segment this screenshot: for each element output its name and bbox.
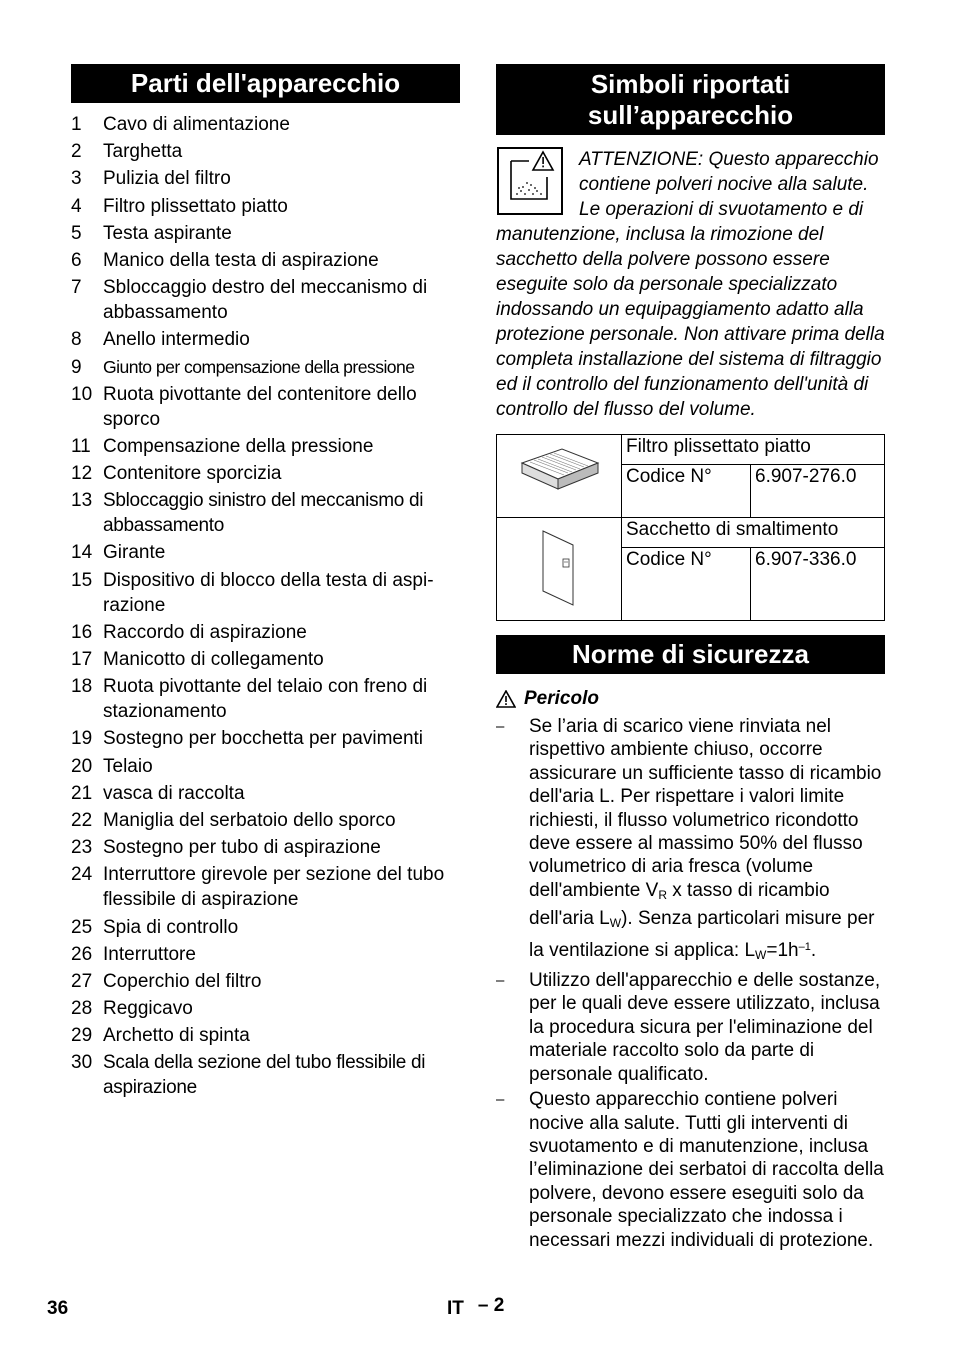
list-item xyxy=(71,568,460,618)
item-number: 9 xyxy=(71,356,82,378)
flat-pleated-filter-icon xyxy=(514,443,604,503)
item-number: 4 xyxy=(71,195,82,217)
list-item xyxy=(71,248,460,273)
table-row xyxy=(497,518,885,548)
item-number: 24 xyxy=(71,864,93,886)
rule-text-2: Utilizzo dell'apparecchio e delle sostanze, per le quali deve essere utilizzato, inclusa la procedura sicura per l'eliminazione del materiale raccolto solo da parte di personale qualificato. xyxy=(529,970,881,1085)
bag-code: 6.907-336.0 xyxy=(751,548,885,621)
list-item xyxy=(71,112,460,137)
list-item xyxy=(71,781,460,806)
item-number: 1 xyxy=(71,114,82,135)
list-item xyxy=(71,382,460,432)
item-text: Sbloccaggio sinistro del meccanismo di abbassamento xyxy=(103,490,424,537)
item-number: 23 xyxy=(71,837,93,859)
item-number: 14 xyxy=(71,542,93,564)
list-dash: – xyxy=(496,718,505,735)
item-number: 19 xyxy=(71,728,93,750)
list-item xyxy=(71,996,460,1021)
language-code: IT xyxy=(447,1298,464,1319)
section-number: – 2 xyxy=(477,1295,505,1316)
disposal-bag-image xyxy=(497,518,622,621)
list-item xyxy=(71,434,460,459)
hazardous-dust-warning-icon xyxy=(497,147,563,215)
footer-section xyxy=(447,1295,505,1320)
item-text: Scala della sezione del tubo flessibile di aspirazione xyxy=(103,1052,426,1099)
page-number: 36 xyxy=(47,1298,69,1319)
attention-text: ATTENZIONE: Questo apparecchio contiene polveri nocive alla salute. Le operazioni di svuotamento e di manutenzione, inclusa la rimozione del sacchetto della polvere possono essere eseguite solo da personale specializzato indossando un equipaggiamento adatto alla protezione personale. Non attivare prima della completa installazione del sistema di filtraggio ed il controllo del funzionamento dell'unità di controllo del flusso del volume. xyxy=(496,149,885,420)
item-number: 21 xyxy=(71,782,93,804)
list-item xyxy=(71,969,460,994)
symbols-heading-line1: Simboli riportati xyxy=(590,68,791,99)
item-text: Reggicavo xyxy=(103,998,193,1020)
section-heading-safety: Norme di sicurezza xyxy=(496,635,885,674)
list-dash: – xyxy=(496,972,505,990)
danger-label-row xyxy=(496,686,885,711)
parts-list xyxy=(71,112,460,1100)
item-number: 30 xyxy=(71,1052,93,1074)
item-text: Ruota pivottante del telaio con freno di stazionamento xyxy=(103,676,428,723)
item-number: 2 xyxy=(71,141,82,163)
item-number: 27 xyxy=(71,970,93,992)
item-text: Archetto di spinta xyxy=(103,1025,250,1047)
danger-label: Pericolo xyxy=(524,688,599,709)
section-heading-parts: Parti dell'apparecchio xyxy=(71,64,460,103)
right-column xyxy=(496,64,885,1254)
rule-text-3: Questo apparecchio contiene polveri nocive alla salute. Tutti gli interventi di svuotamento e di manutenzione, inclusa l’eliminazione dei serbatoi di raccolta della polvere, devono essere eseguiti solo da personale specializzato che indossa i necessari mezzi individuali di protezione. xyxy=(529,1089,884,1251)
list-item xyxy=(71,488,460,538)
item-text: Cavo di alimentazione xyxy=(103,114,290,135)
list-item xyxy=(71,674,460,724)
list-dash: – xyxy=(496,1091,505,1109)
item-text: Girante xyxy=(103,542,166,564)
list-item xyxy=(71,221,460,246)
list-item xyxy=(496,1088,885,1252)
list-item xyxy=(71,166,460,191)
item-text: Maniglia del serbatoio dello sporco xyxy=(103,809,396,831)
table-row xyxy=(497,435,885,465)
list-item xyxy=(71,275,460,325)
item-text: Contenitore sporcizia xyxy=(103,463,282,485)
item-number: 12 xyxy=(71,463,93,485)
safety-rules-list xyxy=(496,715,885,1252)
item-text: Telaio xyxy=(103,755,153,777)
item-number: 28 xyxy=(71,998,93,1020)
left-column xyxy=(71,64,460,1103)
list-item xyxy=(71,355,460,380)
item-number: 20 xyxy=(71,755,93,777)
list-item xyxy=(71,139,460,164)
item-text: Spia di controllo xyxy=(103,916,239,938)
safety-section xyxy=(496,635,885,1252)
item-text: Ruota pivottante del contenitore dello sporco xyxy=(103,383,417,430)
list-item xyxy=(71,726,460,751)
item-number: 17 xyxy=(71,649,93,670)
item-text: Anello intermedio xyxy=(103,329,250,351)
attention-notice xyxy=(496,147,885,422)
item-number: 11 xyxy=(71,435,91,457)
list-item xyxy=(71,942,460,967)
item-text: Dispositivo di blocco della testa di aspi-razione xyxy=(103,569,434,616)
item-text: Giunto per compensazione della pressione xyxy=(103,356,415,377)
item-number: 10 xyxy=(71,383,93,405)
item-number: 22 xyxy=(71,809,93,831)
item-number: 29 xyxy=(71,1025,93,1047)
item-text: Sostegno per tubo di aspirazione xyxy=(103,837,381,859)
item-number: 15 xyxy=(71,569,93,591)
item-text: Manico della testa di aspirazione xyxy=(103,249,379,271)
item-text: Coperchio del filtro xyxy=(103,970,262,992)
list-item xyxy=(71,540,460,565)
disposal-bag-icon xyxy=(529,523,589,609)
item-number: 18 xyxy=(71,676,93,698)
item-text: Interruttore girevole per sezione del tubo flessibile di aspirazione xyxy=(103,864,445,911)
item-number: 8 xyxy=(71,329,82,351)
item-text: vasca di raccolta xyxy=(103,782,245,804)
item-number: 13 xyxy=(71,490,93,512)
list-item xyxy=(71,862,460,912)
rule-text-1: Se l’aria di scarico viene rinviata nel rispettivo ambiente chiuso, occorre assicurare un sufficiente tasso di ricambio dell'aria L. Per rispettare i valori limite richiesti, il flusso volumetrico ricondotto deve essere al massimo 50% del flusso volumetrico di aria fresca (volume dell'ambiente $V_R$ x tasso di ricambio dell'aria $L_W$). Senza particolari misure per la ventilazione si applica: $L_W=1h^{-1}$. xyxy=(529,716,882,962)
item-number: 3 xyxy=(71,168,82,190)
item-number: 25 xyxy=(71,916,93,938)
list-item xyxy=(71,915,460,940)
item-text: Interruttore xyxy=(103,943,196,965)
item-text: Sbloccaggio destro del meccanismo di abbassamento xyxy=(103,277,428,324)
filter-code-label: Codice N° xyxy=(622,465,751,518)
list-item xyxy=(71,620,460,645)
item-text: Manicotto di collegamento xyxy=(103,649,324,670)
flat-pleated-filter-image xyxy=(497,435,622,518)
list-item xyxy=(71,1023,460,1048)
list-item xyxy=(71,194,460,219)
list-item xyxy=(71,461,460,486)
filter-name: Filtro plissettato piatto xyxy=(622,435,885,465)
list-item xyxy=(71,835,460,860)
list-item xyxy=(71,1050,460,1100)
list-item xyxy=(71,327,460,352)
bag-code-label: Codice N° xyxy=(622,548,751,621)
item-number: 5 xyxy=(71,222,82,244)
item-text: Testa aspirante xyxy=(103,222,232,244)
item-text: Sostegno per bocchetta per pavimenti xyxy=(103,728,424,750)
section-heading-symbols xyxy=(496,64,885,135)
list-item xyxy=(496,969,885,1086)
list-item xyxy=(71,808,460,833)
item-number: 6 xyxy=(71,249,82,271)
item-text: Raccordo di aspirazione xyxy=(103,621,307,643)
list-item xyxy=(71,754,460,779)
list-item xyxy=(496,715,885,967)
symbols-heading-line2: sull’apparecchio xyxy=(587,99,794,130)
warning-triangle-icon xyxy=(496,690,516,708)
item-text: Targhetta xyxy=(103,141,183,163)
item-number: 16 xyxy=(71,621,93,643)
item-number: 26 xyxy=(71,943,93,965)
accessories-table xyxy=(496,434,885,621)
filter-code: 6.907-276.0 xyxy=(751,465,885,518)
bag-name: Sacchetto di smaltimento xyxy=(622,518,885,548)
item-number: 7 xyxy=(71,277,82,299)
item-text: Compensazione della pressione xyxy=(103,435,374,457)
list-item xyxy=(71,647,460,672)
item-text: Filtro plissettato piatto xyxy=(103,195,288,217)
item-text: Pulizia del filtro xyxy=(103,168,231,190)
